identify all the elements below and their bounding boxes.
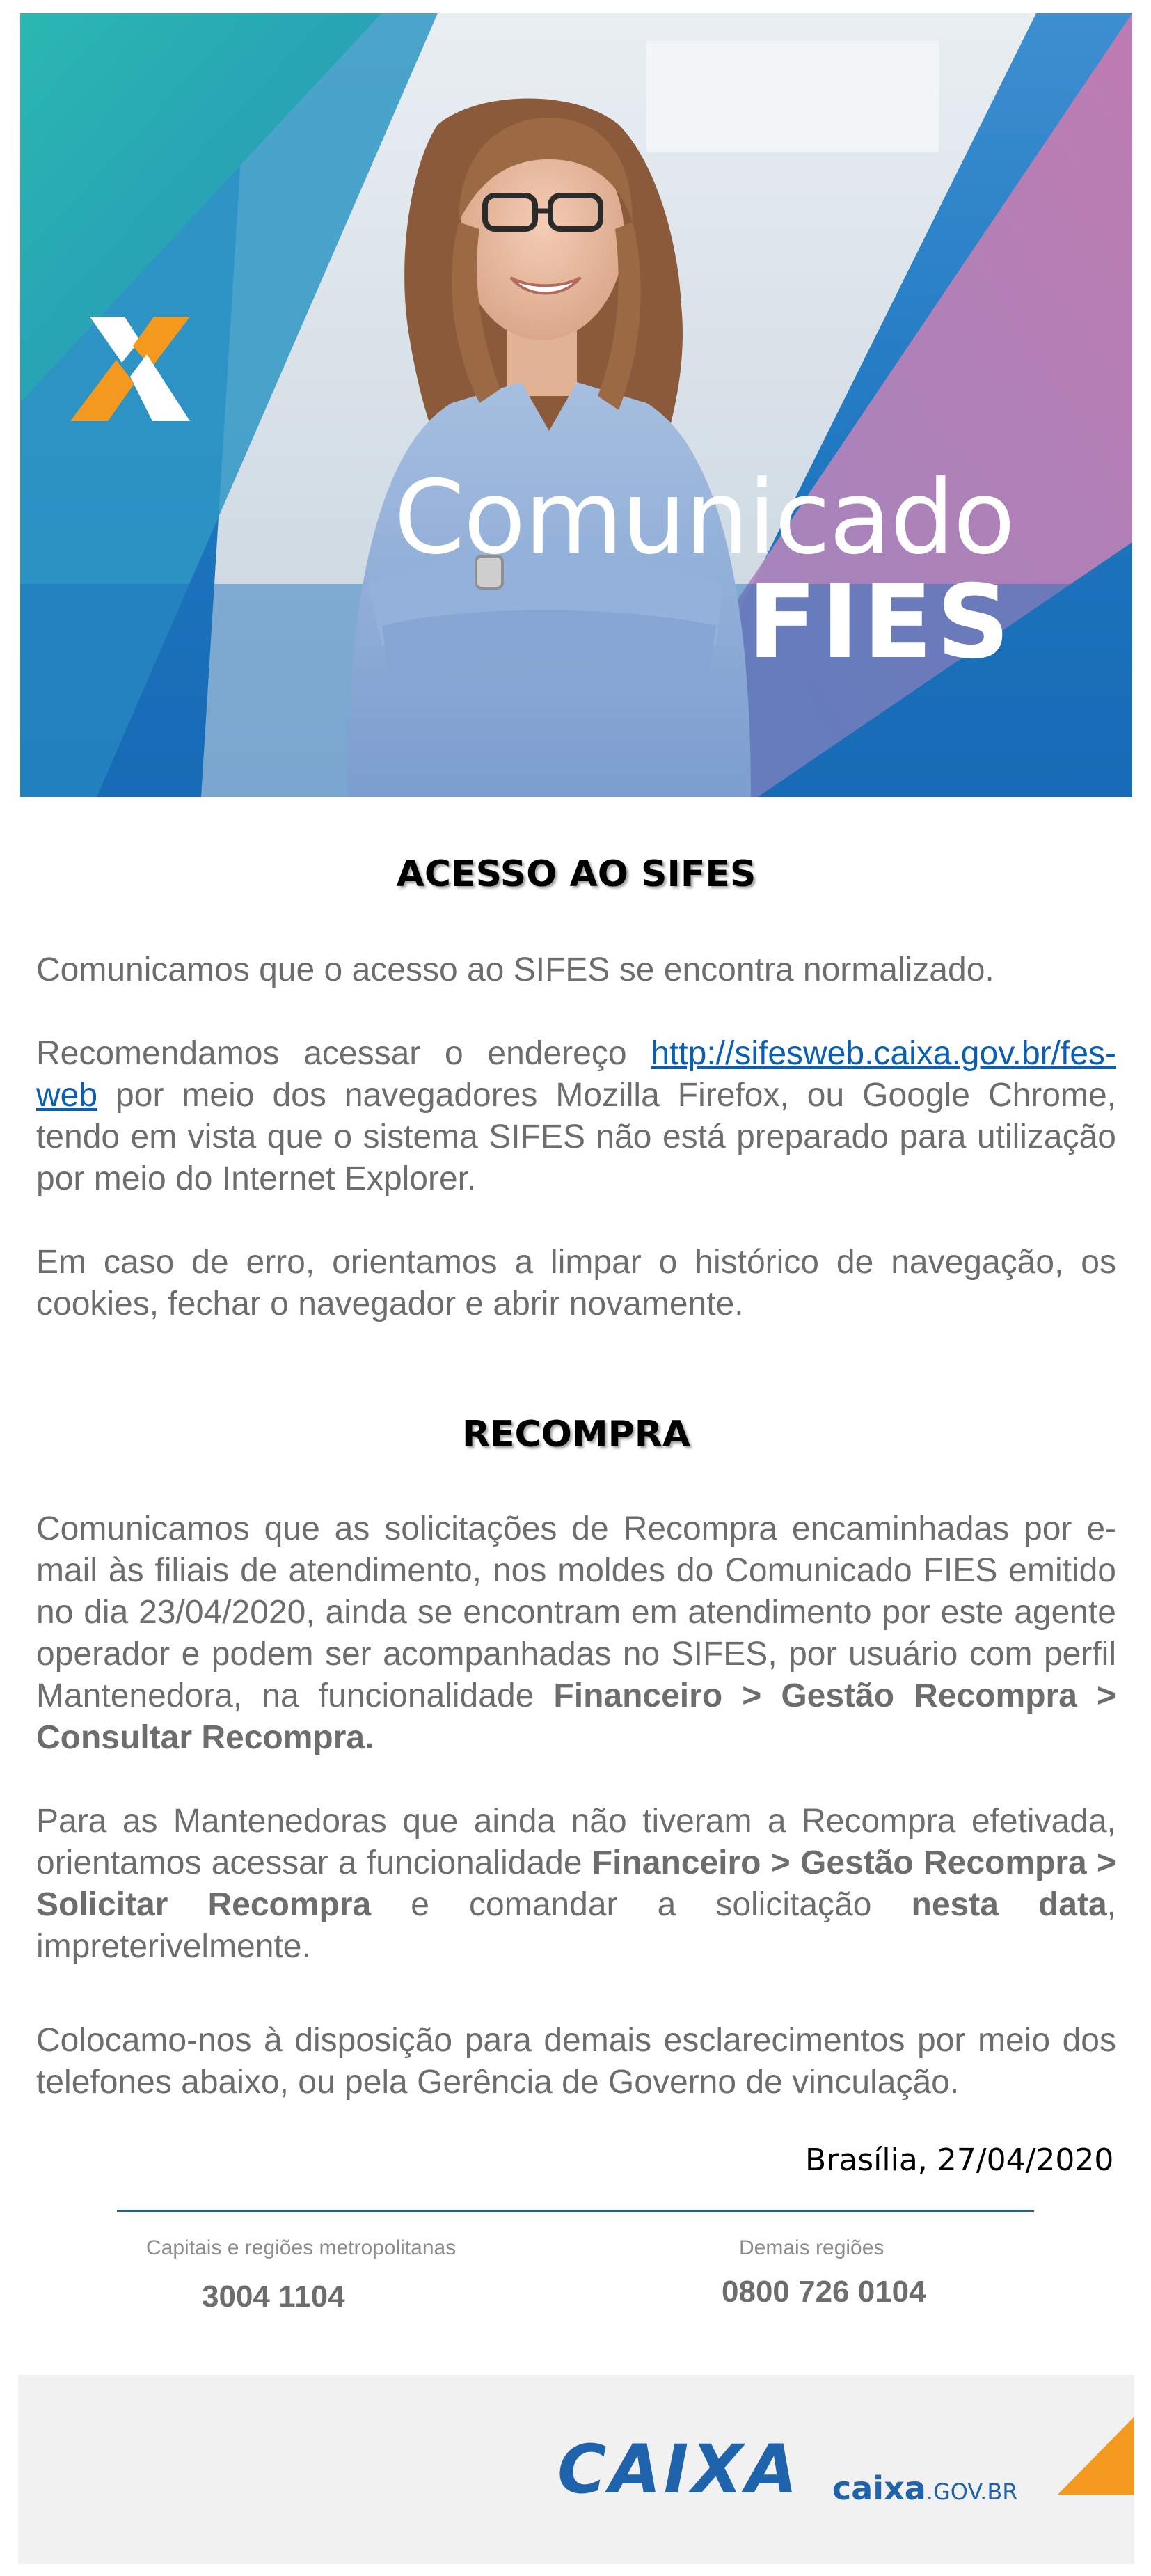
paragraph-orientacao-text-1: Para as Mantenedoras que ainda não tiveram a Recompra efetivada, orientamos acessar a funcionalidade bbox=[36, 1803, 1116, 1881]
paragraph-caso-erro: Em caso de erro, orientamos a limpar o histórico de navegação, os cookies, fechar o navegador e abrir novamente. bbox=[36, 1244, 1116, 1322]
paragraph-recompra-orientacao bbox=[36, 1801, 1116, 1968]
path-solicitar-recompra: Financeiro > Gestão Recompra > Solicitar Recompra bbox=[36, 1844, 1116, 1923]
caixa-domain-logo bbox=[832, 2470, 1018, 2507]
contact-number-capitais: 3004 1104 bbox=[202, 2279, 345, 2314]
hero-banner bbox=[20, 13, 1132, 797]
paragraph-recompra-solicitacoes bbox=[36, 1508, 1116, 1759]
paragraph-disposicao: Colocamo-nos à disposição para demais esclarecimentos por meio dos telefones abaixo, ou pela Gerência de Governo de vinculação. bbox=[36, 2022, 1116, 2101]
heading-acesso-sifes: ACESSO AO SIFES bbox=[396, 853, 756, 895]
caixa-domain-main: caixa bbox=[832, 2470, 926, 2507]
paragraph-recomendacao-navegador bbox=[36, 1033, 1116, 1200]
paragraph-orientacao-text-2: e comandar a solicitação bbox=[371, 1886, 912, 1923]
signature-date: Brasília, 27/04/2020 bbox=[805, 2142, 1114, 2178]
paragraph-orientacao-text-3: , impreterivelmente. bbox=[36, 1886, 1117, 1965]
paragraph-recompra-text: Comunicamos que as solicitações de Recompra encaminhadas por e-mail às filiais de atendimento, nos moldes do Comunicado FIES emitido no dia 23/04/2020, ainda se encontram em atendimento por este agente operador e podem ser acompanhadas no SIFES, por usuário com perfil Mantenedora, na funcionalidade bbox=[36, 1510, 1116, 1714]
contacts-divider bbox=[117, 2210, 1034, 2212]
caixa-wordmark-logo: CAIXA bbox=[557, 2431, 800, 2508]
caixa-domain-suffix: .GOV.BR bbox=[926, 2479, 1018, 2505]
contact-label-capitais: Capitais e regiões metropolitanas bbox=[146, 2236, 457, 2259]
caixa-x-logo-icon bbox=[70, 317, 190, 421]
path-consultar-recompra: Financeiro > Gestão Recompra > Consultar Recompra. bbox=[36, 1677, 1116, 1756]
heading-recompra: RECOMPRA bbox=[461, 1414, 691, 1455]
footer-brand-bar bbox=[18, 2375, 1134, 2564]
hero-title-comunicado: Comunicado bbox=[394, 459, 1014, 577]
paragraph-recomendacao-text-end: por meio dos navegadores Mozilla Firefox, ou Google Chrome, tendo em vista que o sistema SIFES não está preparado para utilização por meio do Internet Explorer. bbox=[36, 1077, 1116, 1197]
orange-triangle-icon bbox=[1058, 2417, 1134, 2495]
sifesweb-link[interactable]: http://sifesweb.caixa.gov.br/fes-web bbox=[36, 1035, 1116, 1114]
contact-label-demais: Demais regiões bbox=[739, 2236, 884, 2259]
contact-number-demais: 0800 726 0104 bbox=[722, 2275, 926, 2309]
emphasis-nesta-data: nesta data bbox=[911, 1886, 1107, 1923]
paragraph-acesso-normalizado: Comunicamos que o acesso ao SIFES se encontra normalizado. bbox=[36, 951, 994, 988]
hero-title-fies: FIES bbox=[747, 563, 1014, 681]
paragraph-recomendacao-text-start: Recomendamos acessar o endereço bbox=[36, 1035, 651, 1072]
